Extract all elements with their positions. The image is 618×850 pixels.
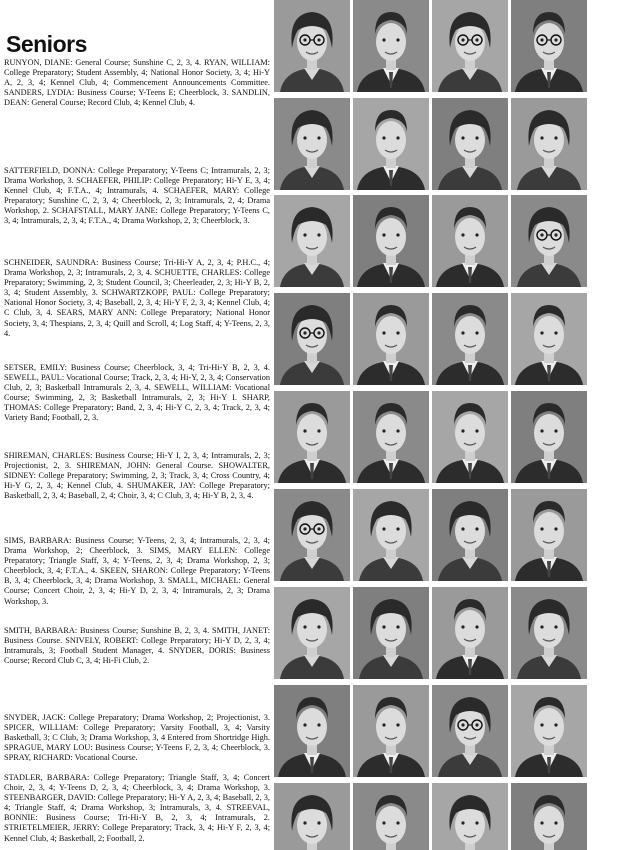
senior-entry: RUNYON, DIANE: General Course; Sunshine C, 2, 3, 4. (4, 58, 204, 67)
senior-portrait-photo (274, 0, 350, 92)
senior-entry-block (4, 773, 270, 844)
senior-portrait-photo (274, 685, 350, 777)
senior-portrait-photo (353, 489, 429, 581)
senior-entry: SCHAFSTALL, MARY JANE: College Preparatory; Y-Teens C, 3, 4; Intramurals, 2, 3, 4; F.T.A., 4; Drama Workshop, 2, 3; Cheerblock, 3. (4, 206, 270, 226)
senior-entry-block (4, 363, 270, 424)
text-column (4, 30, 271, 843)
senior-portrait-photo (353, 783, 429, 850)
senior-entry: STREEVAL, BONNIE: Business Course; Tri-Hi-Y B, 2, 3, 4; Intramurals, 2. (4, 803, 270, 823)
senior-portrait-photo (432, 587, 508, 679)
senior-entry-block (4, 536, 270, 607)
senior-portrait-photo (353, 293, 429, 385)
senior-portrait-photo (432, 783, 508, 850)
senior-entry: STRIETELMEIER, JERRY: College Preparatory; Track, 3, 4; Hi-Y F, 2, 3, 4; Kennel Club, 4; Basketball, 2; Football, 2. (4, 823, 270, 843)
senior-portrait-photo (511, 391, 587, 483)
senior-portrait-photo (511, 783, 587, 850)
senior-entry: SANDLIN, DEAN: General Course; Record Club, 4; Kennel Club, 4. (4, 88, 270, 108)
senior-portrait-photo (432, 0, 508, 92)
senior-entry-block (4, 258, 270, 339)
senior-entry: SCHAEFER, PHILIP: College Preparatory; Hi-Y E, 3, 4; Kennel Club, 4; F.T.A., 4; Intramurals, 4. (4, 176, 271, 196)
senior-portrait-photo (274, 98, 350, 190)
senior-entry: SIMS, BARBARA: Business Course; Y-Teens, 2, 3, 4; Intramurals, 2, 3, 4; Drama Workshop, 2; Cheerblock, 3. (4, 536, 270, 556)
senior-portrait-photo (511, 685, 587, 777)
senior-portrait-photo (432, 293, 508, 385)
senior-portrait-photo (353, 685, 429, 777)
senior-portrait-photo (274, 293, 350, 385)
page-title: Seniors (6, 31, 87, 57)
senior-portrait-photo (274, 391, 350, 483)
senior-portrait-photo (274, 489, 350, 581)
senior-entry: SCHNEIDER, SAUNDRA: Business Course; Tri-Hi-Y A, 2, 3, 4; P.H.C., 4; Drama Workshop, 2, 3; Intramurals, 2, 3, 4. (4, 258, 270, 278)
senior-portrait-photo (274, 783, 350, 850)
senior-entry: SHIREMAN, CHARLES: Business Course; Hi-Y I, 2, 3, 4; Intramurals, 2, 3; Projectionist, 2, 3. (4, 451, 270, 471)
senior-entry: SNYDER, DORIS: Business Course; Record Club C, 3, 4; Hi-Fi Club, 2. (4, 646, 270, 666)
senior-entry: SHARP, THOMAS: College Preparatory; Band, 2, 3, 4; Hi-Y C, 2, 3, 4; Track, 2, 3, 4; Variety Band; Football, 2, 3. (4, 393, 270, 423)
senior-entry: SNIVELY, ROBERT: College Preparatory; Hi-Y D, 2, 3, 4; Intramurals, 3; Football Student Manager, 4. (4, 636, 271, 656)
senior-portrait-photo (353, 0, 429, 92)
senior-entry: SPRAY, RICHARD: Vocational Course. (4, 753, 138, 763)
senior-portrait-photo (353, 195, 429, 287)
senior-entry-block (4, 626, 270, 666)
senior-portrait-photo (511, 587, 587, 679)
senior-entry: SEARS, MARY ANN: College Preparatory; National Honor Society, 3, 4; Thespians, 2, 3, 4; Quill and Scroll, 4; Log Staff, 4; Y-Teens, 2, 3, 4. (4, 308, 270, 338)
senior-entry: STEENBARGER, DAVID: College Preparatory; Hi-Y A, 2, 3, 4; Baseball, 2, 3, 4; Triangle Staff, 4; Drama Workshop, 3; Intramurals, 3, 4. (4, 793, 270, 813)
senior-entry: RYAN, WILLIAM: College Preparatory; Student Assembly, 4; National Honor Society, 3, 4; Hi-Y A, 2, 3, 4; Kennel Club, 4; Commencement Announcements Committee. (4, 58, 270, 88)
senior-portrait-photo (511, 0, 587, 92)
senior-entry-block (4, 451, 270, 501)
senior-portrait-photo (274, 195, 350, 287)
senior-entry: SANDERS, LYDIA: Business Course; Y-Teens E; Cheerblock, 3. (4, 88, 232, 98)
senior-entry: SIMS, MARY ELLEN: College Preparatory; Triangle Staff, 3, 4; Y-Teens, 2, 3, 4; Drama Workshop, 2, 3; Cheerblock, 3, 4; F.T.A., 4. (4, 546, 271, 576)
senior-portrait-photo (353, 587, 429, 679)
senior-entry: SATTERFIELD, DONNA: College Preparatory; Y-Teens C; Intramurals, 2, 3; Drama Workshop, 3. (4, 166, 270, 186)
senior-entry: SMITH, JANET: Business Course. (4, 626, 270, 646)
senior-entry-block (4, 713, 270, 763)
senior-entry: SPICER, WILLIAM: College Preparatory; Varsity Football, 3, 4; Varsity Basketball, 3; C Club, 3; Drama Workshop, 3, 4 Entered from Shortridge High. (4, 723, 270, 743)
senior-entry: SETSER, EMILY: Business Course; Cheerblock, 3, 4; Tri-Hi-Y B, 2, 3, 4. (4, 363, 270, 372)
senior-entry: SNYDER, JACK: College Preparatory; Drama Workshop, 2; Projectionist, 3. (4, 713, 270, 722)
senior-portrait-photo (432, 489, 508, 581)
senior-portrait-photo (432, 391, 508, 483)
senior-entry: SHIREMAN, JOHN: General Course. (76, 461, 219, 471)
senior-entry: SMITH, BARBARA: Business Course; Sunshine B, 2, 3, 4. (4, 626, 213, 635)
portrait-grid (271, 0, 618, 850)
senior-portrait-photo (353, 98, 429, 190)
senior-portrait-photo (432, 195, 508, 287)
senior-portrait-photo (432, 98, 508, 190)
senior-entry: SCHUETTE, CHARLES: College Preparatory; Swimming, 2, 3; Student Council, 3; Cheerleader, 2, 3; Hi-Y B, 2, 3, 4; Student Assembly, 3. (4, 268, 270, 298)
senior-portrait-photo (511, 293, 587, 385)
senior-portrait-photo (432, 685, 508, 777)
senior-entry: SPRAGUE, MARY LOU: Business Course; Y-Teens F, 2, 3, 4; Cheerblock, 3. (4, 743, 270, 753)
senior-entry: SMALL, MICHAEL: General Course; Concert Choir, 2, 3, 4; Hi-Y D, 2, 3, 4; Intramurals, 2, 3; Drama Workshop, 3. (4, 576, 270, 606)
senior-entry: SHOWALTER, SIDNEY: College Preparatory; Swimming, 2, 3; Track, 3, 4; Cross Country, 4; Hi-Y G, 2, 3, 4; Kennel Club, 4. (4, 461, 270, 491)
senior-entry-block (4, 58, 270, 108)
senior-entry: SHUMAKER, JAY: College Preparatory; Basketball, 2, 3, 4; Baseball, 2, 4; Choir, 3, 4; C Club, 3, 4; Hi-Y B, 2, 3, 4. (4, 481, 270, 501)
senior-entry-block (4, 166, 270, 227)
senior-portrait-photo (511, 489, 587, 581)
senior-entry: SKEEN, SHARON: College Preparatory; Y-Teens B, 3, 4; Cheerblock, 3, 4; Drama Workshop, 3. (4, 566, 270, 586)
senior-portrait-photo (511, 195, 587, 287)
senior-portrait-photo (353, 391, 429, 483)
senior-entry: STADLER, BARBARA: College Preparatory; Triangle Staff, 3, 4; Concert Choir, 2, 3, 4; Y-Teens D, 2, 3, 4; Cheerblock, 3, 4; Drama Workshop, 3. (4, 773, 270, 793)
senior-entry: SEWELL, PAUL: Vocational Course; Track, 2, 3, 4; Hi-Y, 2, 3, 4; Conservation Club, 2, 3; Basketball Intramurals 2, 3, 4. (4, 373, 270, 393)
senior-entry: SCHAEFER, MARY: College Preparatory; Sunshine C, 2, 3, 4; Cheerblock, 2, 3; Intramurals, 2, 4; Drama Workshop, 2. (4, 186, 270, 216)
senior-entry: SCHWARTZKOPF, PAUL: College Preparatory; National Honor Society, 3, 4; Baseball, 2, 3, 4; Hi-Y F, 2, 3, 4; Kennel Club, 4; C Club, 3, 4. (4, 288, 270, 318)
senior-portrait-photo (274, 587, 350, 679)
senior-portrait-photo (511, 98, 587, 190)
senior-entry: SEWELL, WILLIAM: Vocational Course; Swimming, 2, 3; Basketball Intramurals, 2, 3; Hi-Y I. (4, 383, 270, 403)
